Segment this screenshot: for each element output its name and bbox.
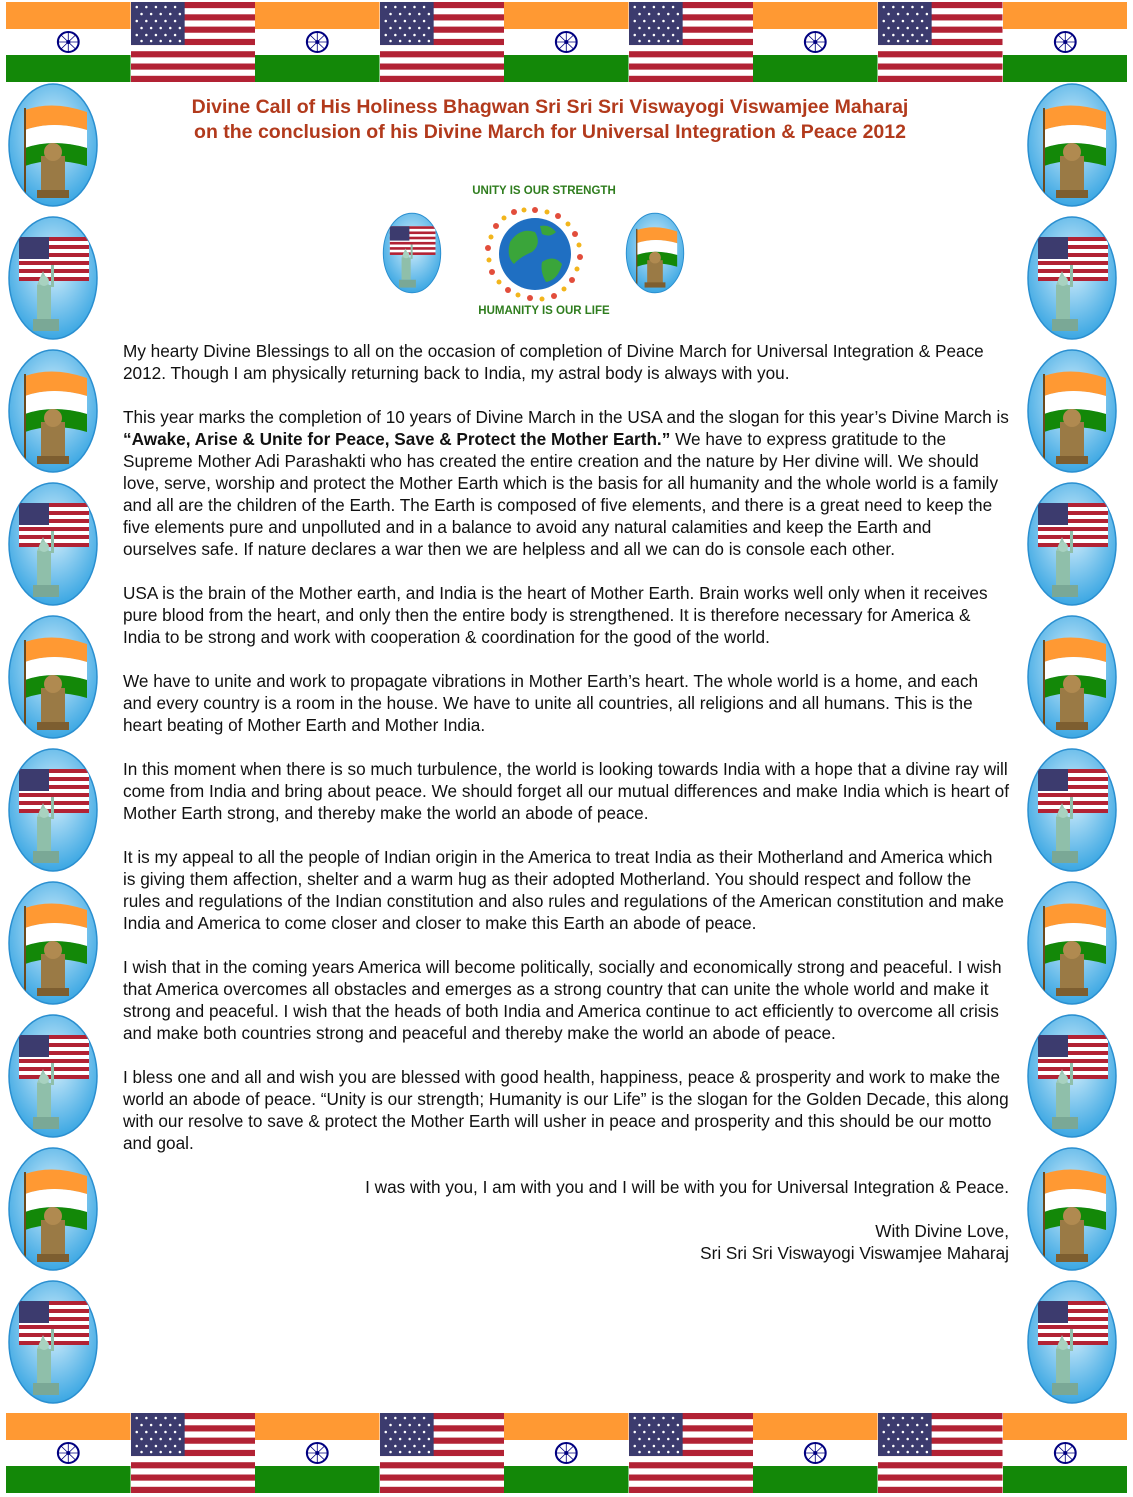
- india-emblem-oval: [1026, 614, 1118, 740]
- india-emblem-oval: [1026, 880, 1118, 1006]
- top-flag-border: [6, 2, 1127, 82]
- india-flag: [753, 1413, 878, 1493]
- usa-flag: [878, 2, 1003, 82]
- usa-liberty-oval: [7, 481, 99, 607]
- slogan-unity: UNITY IS OUR STRENGTH: [472, 185, 616, 197]
- closing-line: I was with you, I am with you and I will be with you for Universal Integration & Peace.: [365, 1177, 1009, 1197]
- usa-liberty-oval: [1026, 215, 1118, 341]
- india-flag: [504, 2, 629, 82]
- paragraph: My hearty Divine Blessings to all on the occasion of completion of Divine March for Universal Integration & Peace 2012. Though I am physically returning back to India, my astral body is always with you.: [123, 341, 984, 383]
- title-line-1: Divine Call of His Holiness Bhagwan Sri Sri Sri Viswayogi Viswamjee Maharaj: [191, 96, 909, 118]
- usa-liberty-oval: [1026, 1013, 1118, 1139]
- india-flag: [1003, 1413, 1128, 1493]
- usa-flag: [131, 1413, 256, 1493]
- usa-liberty-oval: [1026, 1279, 1118, 1405]
- slogan-bold: “Awake, Arise & Unite for Peace, Save & Protect the Mother Earth.”: [123, 429, 671, 449]
- india-emblem-oval: [7, 1146, 99, 1272]
- paragraph: I wish that in the coming years America will become politically, socially and economically strong and peaceful. I wish that America overcomes all obstacles and emerges as a strong country that can unite the whole world and make it strong and peaceful. I wish that the heads of both India and America continue to act efficiently to overcome all crisis and make both countries strong and peaceful and thereby make the world an abode of peace.: [123, 957, 1002, 1043]
- india-emblem-oval: [7, 348, 99, 474]
- india-emblem-oval: [1026, 82, 1118, 208]
- paragraph: USA is the brain of the Mother earth, and India is the heart of Mother Earth. Brain works well only when it receives pure blood from the heart, and only then the entire body is strengthened. It is therefore necessary for America & India to be strong and work with cooperation & coordination for the good of the world.: [123, 583, 988, 647]
- usa-liberty-oval: [7, 215, 99, 341]
- page-title: [120, 95, 980, 145]
- india-flag: [753, 2, 878, 82]
- usa-liberty-oval: [7, 747, 99, 873]
- india-flag: [1003, 2, 1128, 82]
- india-emblem-oval: [7, 880, 99, 1006]
- bottom-flag-border: [6, 1413, 1127, 1493]
- india-flag: [255, 1413, 380, 1493]
- signoff: With Divine Love,: [875, 1221, 1009, 1241]
- india-flag: [504, 1413, 629, 1493]
- left-oval-border: [3, 82, 103, 1413]
- usa-flag: [380, 2, 505, 82]
- paragraph: I bless one and all and wish you are blessed with good health, happiness, peace & prosperity and work to make the world an abode of peace. “Unity is our strength; Humanity is our Life” is the slogan for the Golden Decade, this along with our resolve to save & protect the Mother Earth will usher in peace and prosperity and this should be our motto and goal.: [123, 1067, 1009, 1153]
- usa-liberty-oval: [7, 1013, 99, 1139]
- usa-liberty-oval: [1026, 481, 1118, 607]
- india-emblem-oval: [1026, 348, 1118, 474]
- usa-flag: [629, 1413, 754, 1493]
- usa-liberty-oval: [382, 205, 442, 301]
- usa-flag: [380, 1413, 505, 1493]
- paragraph: We have to unite and work to propagate vibrations in Mother Earth’s heart. The whole world is a home, and each and every country is a room in the house. We have to unite all countries, all religions and all humans. This is the heart beating of Mother Earth and Mother India.: [123, 671, 979, 735]
- slogan-humanity: HUMANITY IS OUR LIFE: [478, 305, 610, 317]
- india-flag: [6, 2, 131, 82]
- india-emblem-oval: [625, 205, 685, 301]
- india-emblem-oval: [7, 82, 99, 208]
- usa-flag: [878, 1413, 1003, 1493]
- unity-emblem: [380, 180, 700, 320]
- paragraph: This year marks the completion of 10 years of Divine March in the USA and the slogan for this year’s Divine March is “Awake, Arise & Unite for Peace, Save & Protect the Mother Earth.” We have to express gratitude to the Supreme Mother Adi Parashakti who has created the entire creation and the nature by Her divine will. We should love, serve, worship and protect the Mother Earth which is the basis for all humanity and the whole world is a family and all are the children of the Earth. The Earth is composed of five elements, and there is a great need to keep the five elements pure and unpolluted and in a balance to avoid any natural calamities and keep the Earth and ourselves safe. If nature declares a war then we are helpless and all we can do is console each other.: [123, 407, 1009, 559]
- india-flag: [255, 2, 380, 82]
- right-oval-border: [1022, 82, 1122, 1413]
- usa-flag: [131, 2, 256, 82]
- india-emblem-oval: [1026, 1146, 1118, 1272]
- usa-liberty-oval: [1026, 747, 1118, 873]
- signature: Sri Sri Sri Viswayogi Viswamjee Maharaj: [700, 1243, 1009, 1263]
- india-flag: [6, 1413, 131, 1493]
- paragraph: It is my appeal to all the people of Indian origin in the America to treat India as their Motherland and America which is giving them affection, shelter and a warm hug as their adopted Motherland. You should respect and follow the rules and regulations of the Indian constitution and also rules and regulations of the American constitution and make India and America to come closer and closer to make this Earth an abode of peace.: [123, 847, 1004, 933]
- usa-flag: [629, 2, 754, 82]
- letter-body: [123, 340, 1009, 1264]
- paragraph: In this moment when there is so much turbulence, the world is looking towards India with a hope that a divine ray will come from India and bring about peace. We should forget all our mutual differences and make India which is heart of Mother Earth strong, and thereby make the world an abode of peace.: [123, 759, 1009, 823]
- title-line-2: on the conclusion of his Divine March for Universal Integration & Peace 2012: [194, 121, 906, 143]
- usa-liberty-oval: [7, 1279, 99, 1405]
- globe-icon: [480, 202, 590, 302]
- india-emblem-oval: [7, 614, 99, 740]
